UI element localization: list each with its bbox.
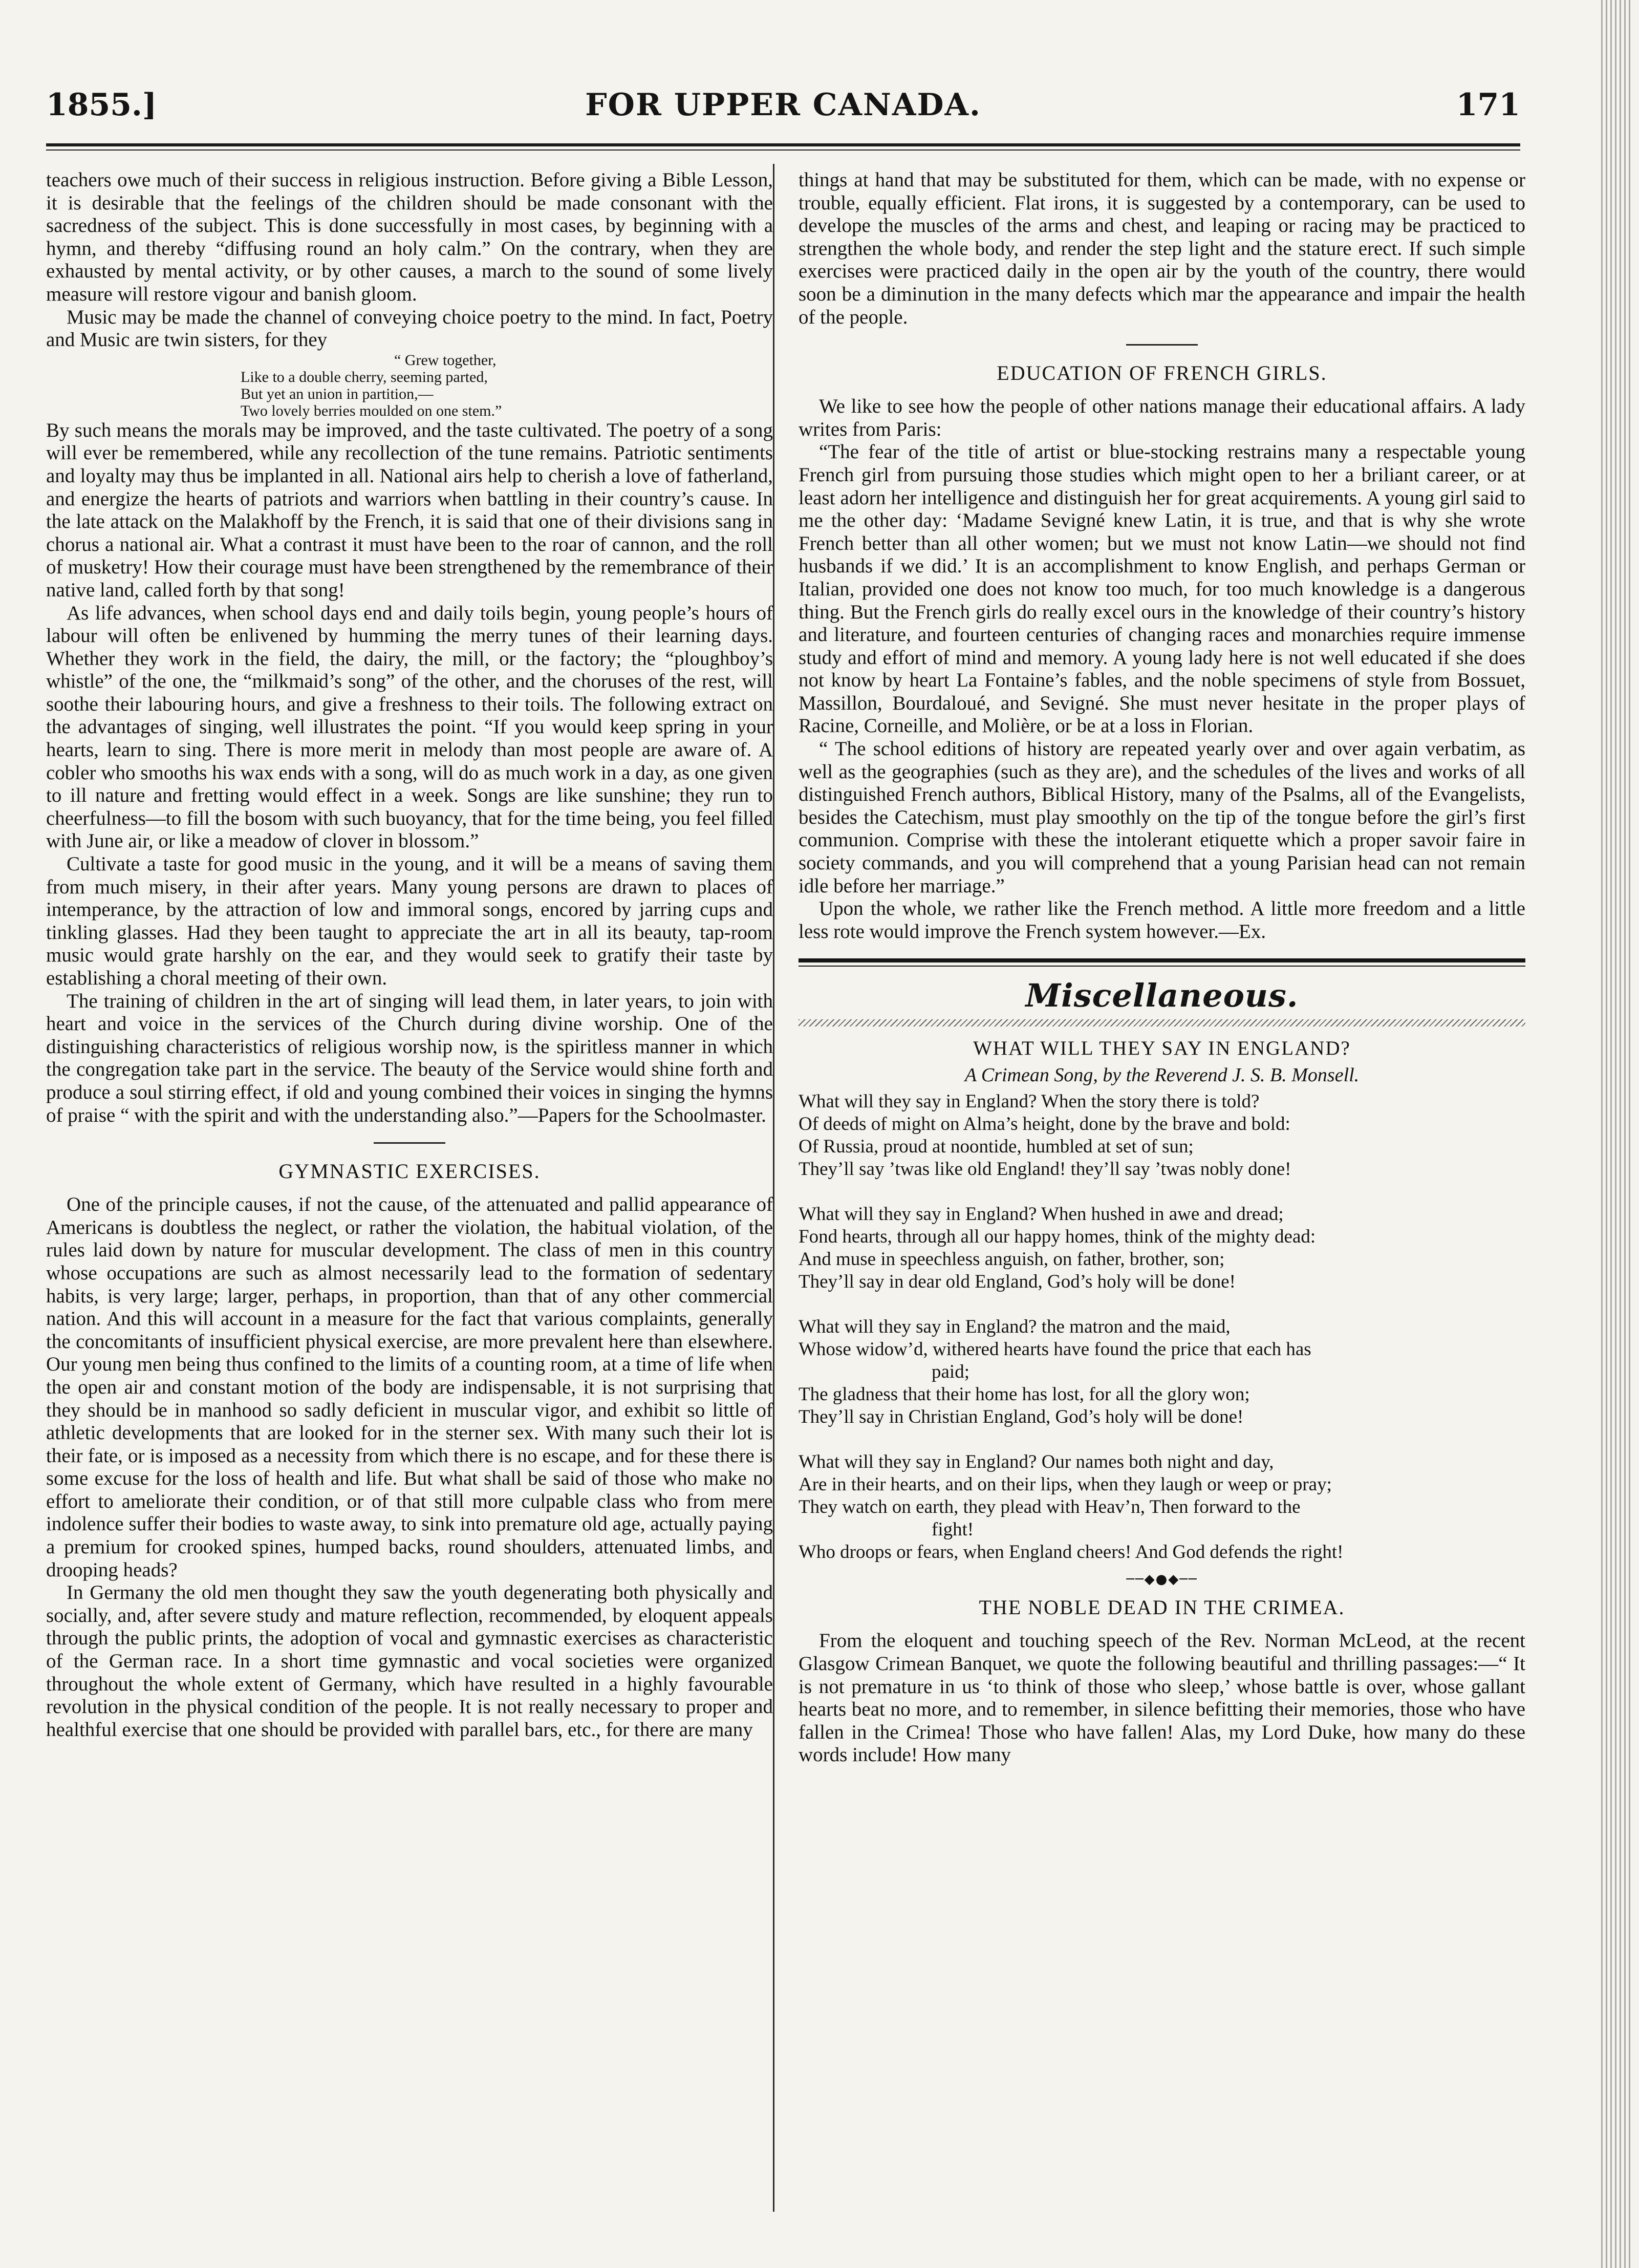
song-subtitle: A Crimean Song, by the Reverend J. S. B. Monsell.	[964, 1064, 1360, 1086]
column-divider	[773, 164, 774, 2212]
verse-line: Of Russia, proud at noontide, humbled at set of sun;	[799, 1136, 1194, 1158]
section-divider	[799, 958, 1525, 962]
paragraph: We like to see how the people of other nations manage their educational affairs. A lady writes from Paris:	[799, 395, 1525, 440]
paragraph: As life advances, when school days end and daily toils begin, young people’s hours of labour will often be enlivened by humming the merry tunes of their learning days. Whether they work in the field, the dairy, the mill, or the factory; the “ploughboy’s whistle” of the one, the “milkmaid’s song” of the other, and the choruses of the rest, will soothe their labouring hours, and give a freshness to their toils. The following extract on the advantages of singing, well illustrates the point. “If you would keep spring in your hearts, learn to sing. There is more merit in melody than most people are aware of. A cobler who smooths his wax ends with a song, will do as much work in a day, as one given to ill nature and fretting would effect in a week. Songs are like sunshine; they run to cheerfulness—to fill the bosom with such buoyancy, that for the time being, you feel filled with June air, or like a meadow of clover in blossom.”	[46, 602, 773, 852]
paragraph: teachers owe much of their success in religious instruction. Before giving a Bible Lesson, it is desirable that the feelings of the children should be made consonant with the sacredness of the subject. This is done successfully in most cases, by beginning with a hymn, and thereby “diffusing round an holy calm.” On the contrary, when they are exhausted by mental activity, or by other causes, a march to the sound of some lively measure will restore vigour and banish gloom.	[46, 169, 773, 305]
verse-line: Fond hearts, through all our happy homes, think of the mighty dead:	[799, 1226, 1316, 1248]
section-title-french: EDUCATION OF FRENCH GIRLS.	[997, 361, 1327, 385]
header-page-number: 171	[1456, 87, 1520, 123]
paragraph: The training of children in the art of singing will lead them, in later years, to join with heart and voice in the services of the Church during divine worship. One of the distinguishing characteristics of religious worship now, is the spiritless manner in which the congregation take part in the service. The beauty of the Service would shine forth and produce a soul stirring effect, if old and young combined their voices in singing the hymns of praise “ with the spirit and with the understanding also.”—Papers for the Schoolmaster.	[46, 990, 773, 1126]
verse-line: fight!	[932, 1519, 974, 1540]
page-header	[46, 77, 1520, 133]
paragraph: One of the principle causes, if not the cause, of the attenuated and pallid appearance of Americans is doubtless the neglect, or rather the violation, the habitual violation, of the rules laid down by nature for muscular development. The class of men in this country whose occupations are such as almost necessarily lead to the formation of sedentary habits, is very large; larger, perhaps, in proportion, than that of any other commercial nation. And this will account in a measure for the fact that various complaints, generally the concomitants of insufficient physical exercise, are more prevalent here than elsewhere. Our young men being thus confined to the limits of a counting room, at a time of life when the open air and constant motion of the body are indispensable, it is not surprising that they should be in manhood so sadly deficient in muscular vigor, and exhibit so little of athletic developments that are looked for in the sterner sex. With many such their lot is their fate, or is imposed as a necessity from which there is no escape, and for these there is some excuse for the loss of health and life. But what shall be said of those who make no effort to ameliorate their condition, or of that still more culpable class who from mere indolence suffer their bodies to waste away, to sink into premature old age, actually paying a premium for crooked spines, humped backs, round shoulders, attenuated limbs, and drooping heads?	[46, 1193, 773, 1581]
verse-line: “ Grew together,	[394, 351, 497, 369]
verse-line: They’ll say in dear old England, God’s holy will be done!	[799, 1271, 1236, 1293]
verse-line: Who droops or fears, when England cheers! And God defends the right!	[799, 1542, 1344, 1563]
stanza	[799, 1203, 1525, 1293]
header-title: FOR UPPER CANADA.	[585, 87, 981, 123]
stanza	[799, 1316, 1525, 1428]
verse-line: And muse in speechless anguish, on father, brother, son;	[799, 1249, 1225, 1270]
paragraph: “The fear of the title of artist or blue-stocking restrains many a respectable young French girl from pursuing those studies which might open to her a briliant career, or at least adorn her intelligence and distinguish her for great acquirements. A young girl said to me the other day: ‘Madame Sevigné knew Latin, it is true, and that is why she wrote French better than all other women; but we must not know Latin—we should not find husbands if we did.’ It is an accomplishment to know English, and perhaps German or Italian, provided one does not know too much, for too much knowledge is a dangerous thing. But the French girls do really excel ours in the knowledge of their country’s history and literature, and fourteen centuries of changing races and monarchies require immense study and effort of mind and memory. A young lady here is not well educated if she does not know by heart La Fontaine’s fables, and the noble specimens of style from Bossuet, Massillon, Bourdaloué, and Sevigné. She must never hesitate in the proper plays of Racine, Corneille, and Molière, or be at a loss in Florian.	[799, 441, 1525, 737]
section-title-gymnastic: GYMNASTIC EXERCISES.	[278, 1160, 541, 1183]
stanza	[799, 1451, 1525, 1564]
song-title: WHAT WILL THEY SAY IN ENGLAND?	[973, 1037, 1351, 1060]
scan-edge-marks	[1601, 0, 1632, 2268]
verse-quote	[241, 352, 773, 419]
verse-line: They’ll say ’twas like old England! they’ll say ’twas nobly done!	[799, 1159, 1291, 1180]
verse-line: They watch on earth, they plead with Heav’n, Then forward to the	[799, 1496, 1301, 1518]
verse-line: What will they say in England? When the story there is told?	[799, 1091, 1260, 1112]
paragraph: In Germany the old men thought they saw the youth degenerating both physically and socially, and, after severe study and mature reflection, recommended, by eloquent appeals through the public prints, the adoption of vocal and gymnastic exercises as characteristic of the German race. In a short time gymnastic and vocal societies were organized throughout the whole extent of Germany, which have resulted in a highly favourable revolution in the physical condition of the people. It is not really necessary to proper and healthful exercise that one should be provided with parallel bars, etc., for there are many	[46, 1581, 773, 1741]
verse-line: Two lovely berries moulded on one stem.”	[241, 402, 502, 419]
miscellaneous-heading: Miscellaneous.	[1025, 977, 1299, 1015]
verse-line: The gladness that their home has lost, for all the glory won;	[799, 1384, 1250, 1405]
paragraph: Cultivate a taste for good music in the young, and it will be a means of saving them from much misery, in their after years. Many young persons are drawn to places of intemperance, by the attraction of low and immoral songs, encored by jarring cups and tinkling glasses. Had they been taught to appreciate the art in all its beauty, tap-room music would grate harshly on the ear, and they would seek to gratify their taste by establishing a choral meeting of their own.	[46, 853, 773, 989]
paragraph: “ The school editions of history are repeated yearly over and over again verbatim, as well as the geographies (such as they are), and the schedules of the lives and works of all distinguished French authors, Biblical History, many of the Psalms, all of the Evangelists, besides the Catechism, must play smoothly on the tip of the tongue before the girl’s first communion. Comprise with these the intolerant etiquette which a proper savoir faire in society commands, and you will comprehend that a young Parisian head can not remain idle before her marriage.”	[799, 738, 1525, 897]
section-divider-thin	[799, 966, 1525, 967]
left-column	[46, 169, 773, 2207]
verse-line: Like to a double cherry, seeming parted,	[241, 368, 488, 386]
wavy-rule	[799, 1019, 1525, 1026]
verse-line: Whose widow’d, withered hearts have found the price that each has	[799, 1339, 1311, 1360]
right-column	[799, 169, 1525, 2207]
verse-line: What will they say in England? When hushed in awe and dread;	[799, 1204, 1284, 1225]
verse-line: But yet an union in partition,—	[241, 385, 434, 402]
verse-line: Of deeds of might on Alma’s height, done by the brave and bold:	[799, 1114, 1290, 1135]
header-year: 1855.]	[46, 87, 157, 123]
verse-line: Are in their hearts, and on their lips, when they laugh or weep or pray;	[799, 1474, 1332, 1495]
verse-line: paid;	[932, 1361, 969, 1383]
verse-line: What will they say in England? Our names both night and day,	[799, 1451, 1274, 1473]
section-rule	[1126, 344, 1198, 346]
section-title-noble-dead: THE NOBLE DEAD IN THE CRIMEA.	[979, 1596, 1345, 1619]
header-rule-thin	[46, 149, 1520, 151]
header-rule	[46, 143, 1520, 146]
verse-line: What will they say in England? the matron and the maid,	[799, 1316, 1231, 1338]
paragraph: Music may be made the channel of conveying choice poetry to the mind. In fact, Poetry and Music are twin sisters, for they	[46, 306, 773, 351]
verse-line: They’ll say in Christian England, God’s holy will be done!	[799, 1406, 1244, 1428]
paragraph: By such means the morals may be improved, and the taste cultivated. The poetry of a song will ever be remembered, while any recollection of the tune remains. Patriotic sentiments and loyalty may thus be implanted in all. National airs help to cherish a love of fatherland, and energize the hearts of patriots and warriors when battling in their country’s cause. In the late attack on the Malakhoff by the French, it is said that one of their divisions sang in chorus a national air. What a contrast it must have been to the roar of cannon, and the roll of musketry! How their courage must have been strengthened by the remembrance of their native land, called forth by that song!	[46, 419, 773, 601]
section-rule	[374, 1142, 445, 1144]
ornament-divider: ──◆●◆──	[1126, 1572, 1198, 1588]
stanza	[799, 1090, 1525, 1181]
paragraph: Upon the whole, we rather like the French method. A little more freedom and a little less rote would improve the French system however.—Ex.	[799, 897, 1525, 943]
paragraph: things at hand that may be substituted for them, which can be made, with no expense or trouble, equally efficient. Flat irons, it is suggested by a contemporary, can be used to develope the muscles of the arms and chest, and leaping or racing may be practiced to strengthen the whole body, and render the step light and the stature erect. If such simple exercises were practiced daily in the open air by the youth of the country, there would soon be a diminution in the many defects which mar the appearance and impair the health of the people.	[799, 169, 1525, 328]
paragraph: From the eloquent and touching speech of the Rev. Norman McLeod, at the recent Glasgow Crimean Banquet, we quote the following beautiful and thrilling passages:—“ It is not premature in us ‘to think of those who sleep,’ whose battle is over, whose gallant hearts beat no more, and to remember, in silence befitting their memories, those who have fallen in the Crimea! Those who have fallen! Alas, my Lord Duke, how many do these words include! How many	[799, 1630, 1525, 1766]
